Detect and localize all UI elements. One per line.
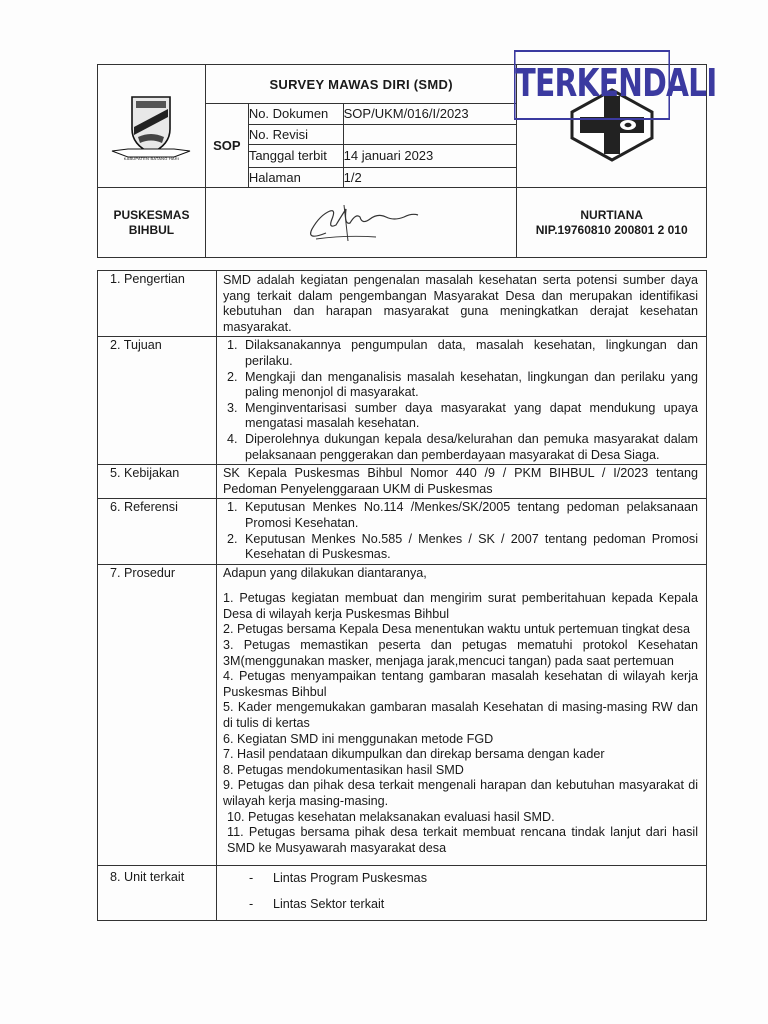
signer-block	[517, 188, 707, 258]
prosedur-step: 8. Petugas mendokumentasikan hasil SMD	[223, 762, 464, 777]
handwritten-signature-icon	[286, 195, 436, 245]
label-kebijakan: 5. Kebijakan	[98, 465, 217, 499]
regency-logo-icon	[108, 91, 194, 163]
row-unit-terkait	[98, 866, 707, 920]
field-value-halaman: 1/2	[343, 167, 517, 188]
document-title: SURVEY MAWAS DIRI (SMD)	[205, 65, 517, 104]
prosedur-step: 6. Kegiatan SMD ini menggunakan metode FGD	[223, 731, 494, 746]
row-tujuan	[98, 337, 707, 465]
label-referensi: 6. Referensi	[98, 499, 217, 564]
prosedur-step: 7. Hasil pendataan dikumpulkan dan direkap bersama dengan kader	[223, 747, 605, 762]
signer-name: NURTIANA	[580, 207, 644, 222]
list-item: 1. Dilaksanakannya pengumpulan data, masalah kesehatan, lingkungan dan perilaku.	[241, 338, 698, 369]
prosedur-step: 2. Petugas bersama Kepala Desa menentukan waktu untuk pertemuan tingkat desa	[223, 622, 690, 637]
logo-cell	[98, 65, 206, 188]
field-value-tanggal-terbit: 14 januari 2023	[343, 145, 517, 168]
field-label-no-revisi: No. Revisi	[248, 124, 343, 145]
row-referensi	[98, 499, 707, 564]
prosedur-step: 10. Petugas kesehatan melaksanakan evaluasi hasil SMD.	[227, 809, 555, 824]
list-item: 4. Diperolehnya dukungan kepala desa/kelurahan dan pemuka masyarakat dalam pelaksanaan penggerakan dan pemberdayaan masyarakat di Desa Siaga.	[241, 432, 698, 463]
prosedur-step: 9. Petugas dan pihak desa terkait mengenali harapan dan kebutuhan masyarakat di wilayah kerja masing-masing.	[223, 778, 698, 808]
field-value-no-revisi	[343, 124, 517, 145]
row-kebijakan	[98, 465, 707, 499]
organization-line2: BIHBUL	[128, 222, 175, 237]
prosedur-intro: Adapun yang dilakukan diantaranya,	[223, 565, 427, 580]
label-tujuan: 2. Tujuan	[98, 337, 217, 465]
signature-cell	[205, 188, 517, 258]
content-pengertian: SMD adalah kegiatan pengenalan masalah kesehatan serta potensi sumber daya yang terkait dalam pengembangan Masyarakat Desa dan merupakan identifikasi kebutuhan dan harapan masyarakat guna meningkatkan derajat kesehatan masyarakat.	[217, 271, 707, 337]
field-value-no-dokumen: SOP/UKM/016/I/2023	[343, 104, 517, 125]
organization-name	[98, 188, 206, 258]
logo-caption: KABUPATEN BATANG HARI	[123, 156, 180, 162]
prosedur-step: 1. Petugas kegiatan membuat dan mengirim surat pemberitahuan kepada Kepala Desa di wilayah kerja Puskesmas Bihbul	[223, 591, 698, 621]
sop-label: SOP	[205, 104, 248, 188]
field-label-halaman: Halaman	[248, 167, 343, 188]
row-pengertian	[98, 271, 707, 337]
list-item: 2. Mengkaji dan menganalisis masalah kesehatan, lingkungan dan perilaku yang paling menonjol di masyarakat.	[241, 370, 698, 401]
content-tujuan	[217, 337, 707, 465]
label-unit-terkait: 8. Unit terkait	[98, 866, 217, 920]
field-label-tanggal-terbit: Tanggal terbit	[248, 145, 343, 168]
row-prosedur	[98, 564, 707, 866]
list-item: - Lintas Program Puskesmas	[249, 871, 698, 887]
content-kebijakan: SK Kepala Puskesmas Bihbul Nomor 440 /9 / PKM BIHBUL / I/2023 tentang Pedoman Penyelenggaraan UKM di Puskesmas	[217, 465, 707, 499]
content-prosedur	[217, 564, 707, 866]
list-item: 1. Keputusan Menkes No.114 /Menkes/SK/2005 tentang pedoman pelaksanaan Promosi Kesehatan.	[241, 500, 698, 531]
prosedur-step: 5. Kader mengemukakan gambaran masalah Kesehatan di masing-masing RW dan di tulis di kertas	[223, 700, 698, 731]
list-item: - Lintas Sektor terkait	[249, 897, 698, 913]
signer-nip: NIP.19760810 200801 2 010	[535, 222, 688, 237]
label-prosedur: 7. Prosedur	[98, 564, 217, 866]
list-item: 3. Menginventarisasi sumber daya masyarakat yang dapat mendukung upaya mengatasi masalah kesehatan.	[241, 401, 698, 432]
terkendali-stamp: TERKENDALI	[514, 50, 670, 120]
sop-content-table	[97, 270, 707, 921]
prosedur-step: 4. Petugas menyampaikan tentang gambaran masalah kesehatan di wilayah kerja Puskesmas Bihbul	[223, 669, 698, 699]
label-pengertian: 1. Pengertian	[98, 271, 217, 337]
organization-line1: PUSKESMAS	[113, 207, 190, 222]
content-unit-terkait	[217, 866, 707, 920]
list-item: 2. Keputusan Menkes No.585 / Menkes / SK / 2007 tentang pedoman Promosi Kesehatan di Puskesmas.	[241, 532, 698, 563]
prosedur-step: 11. Petugas bersama pihak desa terkait membuat rencana tindak lanjut dari hasil SMD ke Musyawarah masyarakat desa	[227, 825, 698, 855]
prosedur-step: 3. Petugas memastikan peserta dan petugas mematuhi protokol Kesehatan 3M(menggunakan masker, menjaga jarak,mencuci tangan) pada saat pertemuan	[223, 638, 698, 668]
field-label-no-dokumen: No. Dokumen	[248, 104, 343, 125]
content-referensi	[217, 499, 707, 564]
